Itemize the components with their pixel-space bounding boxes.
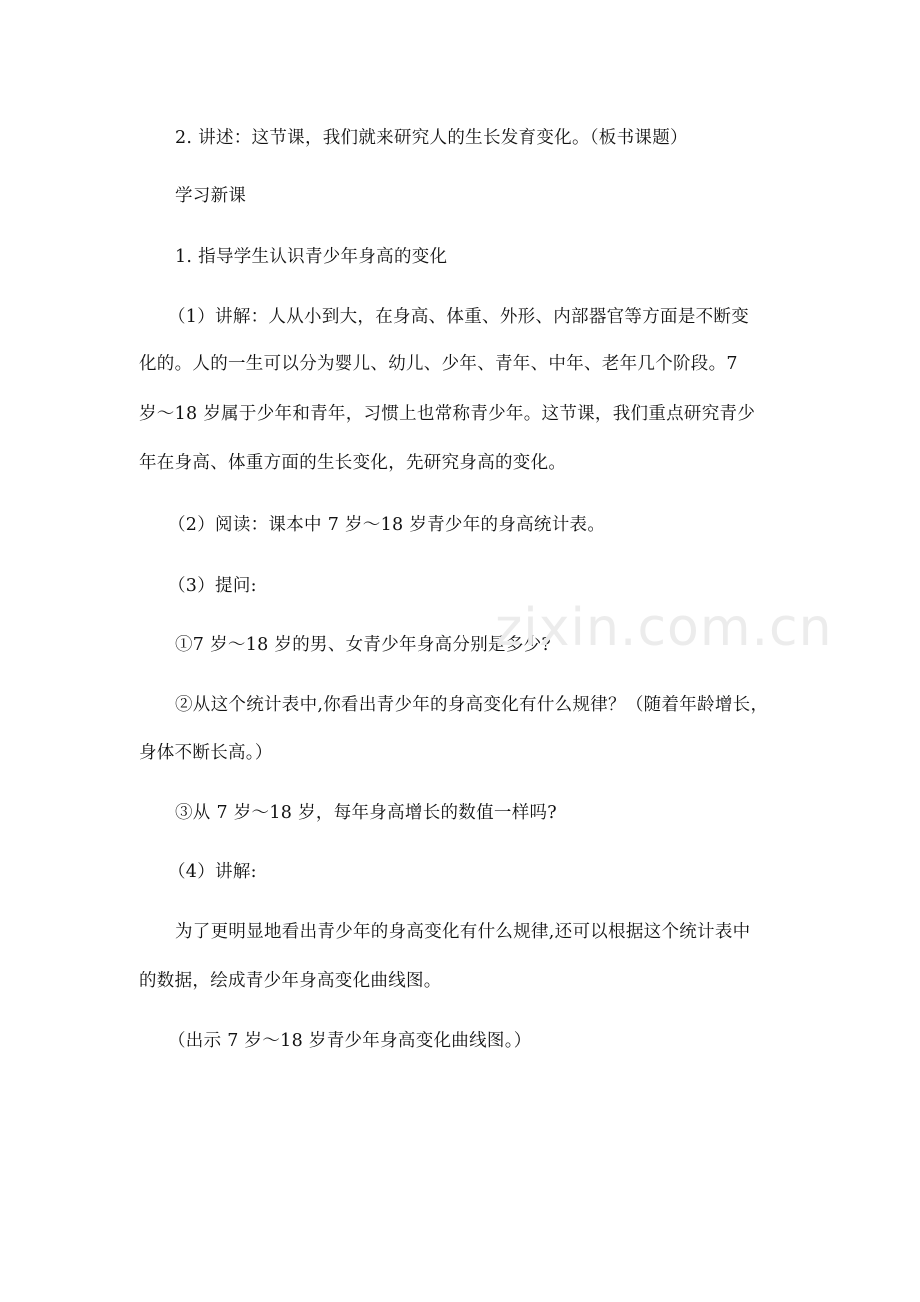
text-line-8: （2）阅读：课本中 7 岁～18 岁青少年的身高统计表。 <box>168 515 606 535</box>
text-line-12: 身体不断长高。） <box>139 743 273 763</box>
watermark-text: zixin.com.cn <box>495 598 833 658</box>
text-line-11: ②从这个统计表中,你看出青少年的身高变化有什么规律？（随着年龄增长， <box>175 695 769 715</box>
text-line-13: ③从 7 岁～18 岁，每年身高增长的数值一样吗? <box>175 803 557 823</box>
text-line-5: 化的。人的一生可以分为婴儿、幼儿、少年、青年、中年、老年几个阶段。7 <box>139 354 738 374</box>
text-line-3: 1. 指导学生认识青少年身高的变化 <box>175 247 448 267</box>
text-line-1: 2. 讲述：这节课，我们就来研究人的生长发育变化。（板书课题） <box>175 128 688 148</box>
text-line-2: 学习新课 <box>175 186 247 206</box>
text-line-7: 年在身高、体重方面的生长变化，先研究身高的变化。 <box>139 453 567 473</box>
text-line-17: （出示 7 岁～18 岁青少年身高变化曲线图。） <box>168 1031 532 1051</box>
text-line-15: 为了更明显地看出青少年的身高变化有什么规律,还可以根据这个统计表中 <box>175 922 751 942</box>
text-line-16: 的数据，绘成青少年身高变化曲线图。 <box>139 971 442 991</box>
text-line-4: （1）讲解：人从小到大，在身高、体重、外形、内部器官等方面是不断变 <box>168 307 750 327</box>
text-line-6: 岁～18 岁属于少年和青年，习惯上也常称青少年。这节课，我们重点研究青少 <box>139 404 756 424</box>
text-line-14: （4）讲解: <box>168 862 257 882</box>
text-line-10: ①7 岁～18 岁的男、女青少年身高分别是多少? <box>175 635 552 655</box>
text-line-9: （3）提问: <box>168 576 257 596</box>
